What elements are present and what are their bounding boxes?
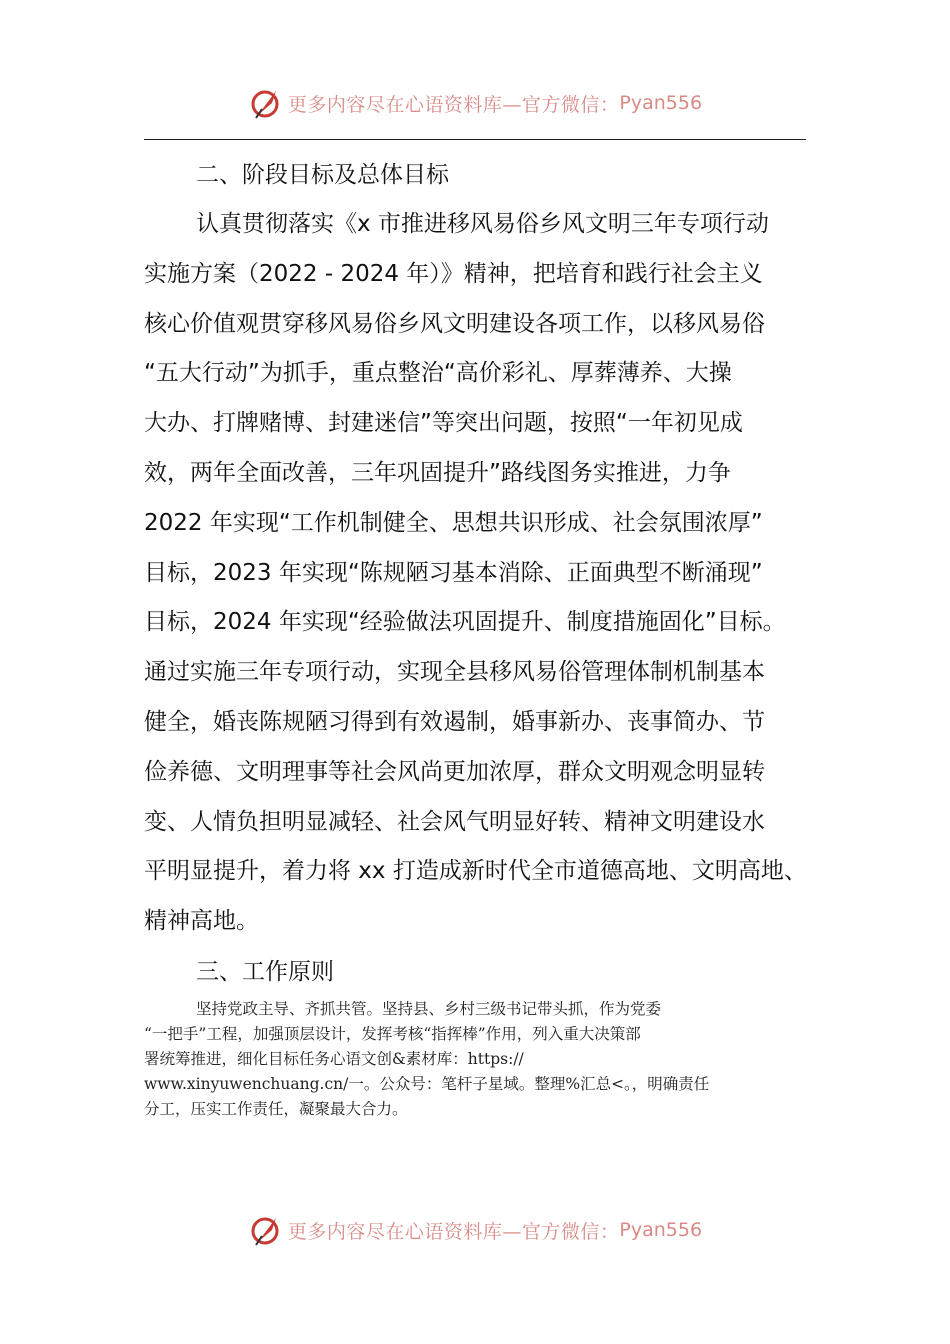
text-line: 健全，婚丧陈规陋习得到有效遏制，婚事新办、丧事简办、节 [144,708,765,735]
text-line: 精神高地。 [144,908,259,935]
text-line: 实施方案（2022 - 2024 年）》精神，把培育和践行社会主义 [144,260,763,287]
footer-banner [0,1210,950,1250]
text-line: 变、人情负担明显减轻、社会风气明显好转、精神文明建设水 [144,808,765,835]
paragraph-goals [144,200,824,947]
text-line: 效，两年全面改善，三年巩固提升”路线图务实推进，力争 [144,459,731,486]
text-line: 2022 年实现“工作机制健全、思想共识形成、社会氛围浓厚” [144,509,763,536]
text-line: 分工，压实工作责任，凝聚最大合力。 [144,1099,408,1118]
text-line: 核心价值观贯穿移风易俗乡风文明建设各项工作，以移风易俗 [144,310,765,337]
quill-logo-icon [248,1212,284,1248]
paragraph-principles [144,997,824,1122]
text-line: 平明显提升，着力将 xx 打造成新时代全市道德高地、文明高地、 [144,858,807,885]
header-rule [144,139,806,140]
text-line: 署统筹推进，细化目标任务心语文创&素材库：https:// [144,1049,524,1068]
text-line: “一把手”工程，加强顶层设计，发挥考核“指挥棒”作用，列入重大决策部 [144,1024,641,1043]
banner-wechat-id: Pyan556 [619,92,703,114]
section-heading-3: 三、工作原则 [196,958,334,985]
text-line: 大办、打牌赌博、封建迷信”等突出问题，按照“一年初见成 [144,410,743,437]
document-body [144,150,824,1122]
text-line: www.xinyuwenchuang.cn/一。公众号：笔杆子星域。整理%汇总<。，明确责任 [144,1074,710,1093]
header-banner [0,83,950,123]
quill-logo-icon [248,85,284,121]
text-line: 目标，2023 年实现“陈规陋习基本消除、正面典型不断涌现” [144,559,763,586]
text-line: 认真贯彻落实《x 市推进移风易俗乡风文明三年专项行动 [196,211,769,237]
text-line: 俭养德、文明理事等社会风尚更加浓厚，群众文明观念明显转 [144,758,765,785]
banner-wechat-id: Pyan556 [619,1219,703,1241]
text-line: “五大行动”为抓手，重点整治“高价彩礼、厚葬薄养、大操 [144,360,732,387]
section-heading-2: 二、阶段目标及总体目标 [196,162,449,188]
text-line: 通过实施三年专项行动，实现全县移风易俗管理体制机制基本 [144,659,765,686]
text-line: 坚持党政主导、齐抓共管。坚持县、乡村三级书记带头抓，作为党委 [196,999,662,1018]
banner-text: 更多内容尽在心语资料库—官方微信： [287,1220,620,1243]
text-line: 目标，2024 年实现“经验做法巩固提升、制度措施固化”目标。 [144,609,786,636]
banner-text: 更多内容尽在心语资料库—官方微信： [287,93,620,116]
